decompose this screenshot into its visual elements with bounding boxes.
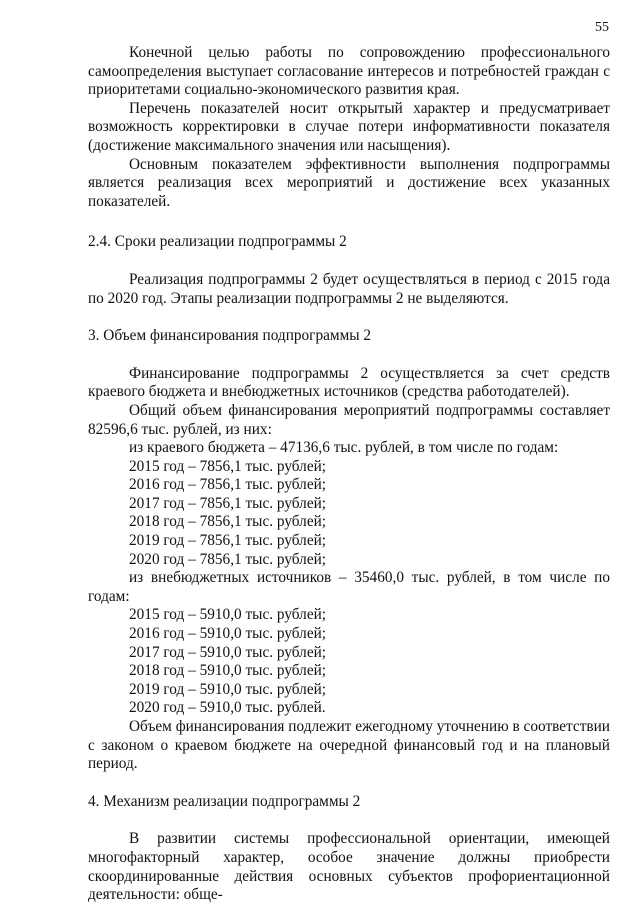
paragraph-main-indicator: Основным показателем эффективности выполнения подпрограммы является реализация всех мероприятий и достижение всех указанных показателей. [88,155,610,210]
paragraph-mechanism: В развитии системы профессиональной ориентации, имеющей многофакторный характер, особое значение должны приобрести скоординированные действия основных субъектов профориентационной деятельности: обще- [88,830,610,904]
heading-3: 3. Объем финансирования подпрограммы 2 [88,327,372,345]
list-item: 2018 год – 5910,0 тыс. рублей; [129,662,327,680]
paragraph-regional-budget: из краевого бюджета – 47136,6 тыс. рублей, в том числе по годам: [129,439,559,457]
paragraph-financing-sources: Финансирование подпрограммы 2 осуществляется за счет средств краевого бюджета и внебюджетных источников (средства работодателей). [88,364,610,401]
paragraph-total-financing: Общий объем финансирования мероприятий подпрограммы составляет 82596,6 тыс. рублей, из них: [88,401,610,438]
list-item: 2015 год – 5910,0 тыс. рублей; [129,606,327,624]
list-item: 2020 год – 5910,0 тыс. рублей. [129,699,326,717]
paragraph-timeline: Реализация подпрограммы 2 будет осуществляться в период с 2015 года по 2020 год. Этапы реализации подпрограммы 2 не выделяются. [88,270,610,307]
document-body [88,44,610,905]
list-item: 2015 год – 7856,1 тыс. рублей; [129,457,327,475]
list-item: 2018 год – 7856,1 тыс. рублей; [129,513,327,531]
paragraph-indicators-list: Перечень показателей носит открытый характер и предусматривает возможность корректировки в случае потери информативности показателя (достижение максимального значения или насыщения). [88,99,610,154]
paragraph-extrabudget: из внебюджетных источников – 35460,0 тыс. рублей, в том числе по годам: [88,569,610,605]
list-item: 2017 год – 5910,0 тыс. рублей; [129,643,327,661]
paragraph-goal: Конечной целью работы по сопровождению профессионального самоопределения выступает согласование интересов и потребностей граждан с приоритетами социально-экономического развития края. [88,44,610,99]
page-number: 55 [595,20,609,35]
paragraph-annual-adjustment: Объем финансирования подлежит ежегодному уточнению в соответствии с законом о краевом бюджете на очередной финансовый год и на плановый период. [88,718,610,773]
list-item: 2019 год – 5910,0 тыс. рублей; [129,680,327,698]
list-item: 2016 год – 5910,0 тыс. рублей; [129,625,327,643]
list-item: 2016 год – 7856,1 тыс. рублей; [129,476,327,494]
list-item: 2020 год – 7856,1 тыс. рублей; [129,550,327,568]
heading-2-4: 2.4. Сроки реализации подпрограммы 2 [88,233,347,251]
extrabudget-year-list [88,606,610,718]
list-item: 2019 год – 7856,1 тыс. рублей; [129,532,327,550]
regional-year-list [88,458,610,570]
heading-4: 4. Механизм реализации подпрограммы 2 [88,792,361,810]
list-item: 2017 год – 7856,1 тыс. рублей; [129,494,327,512]
